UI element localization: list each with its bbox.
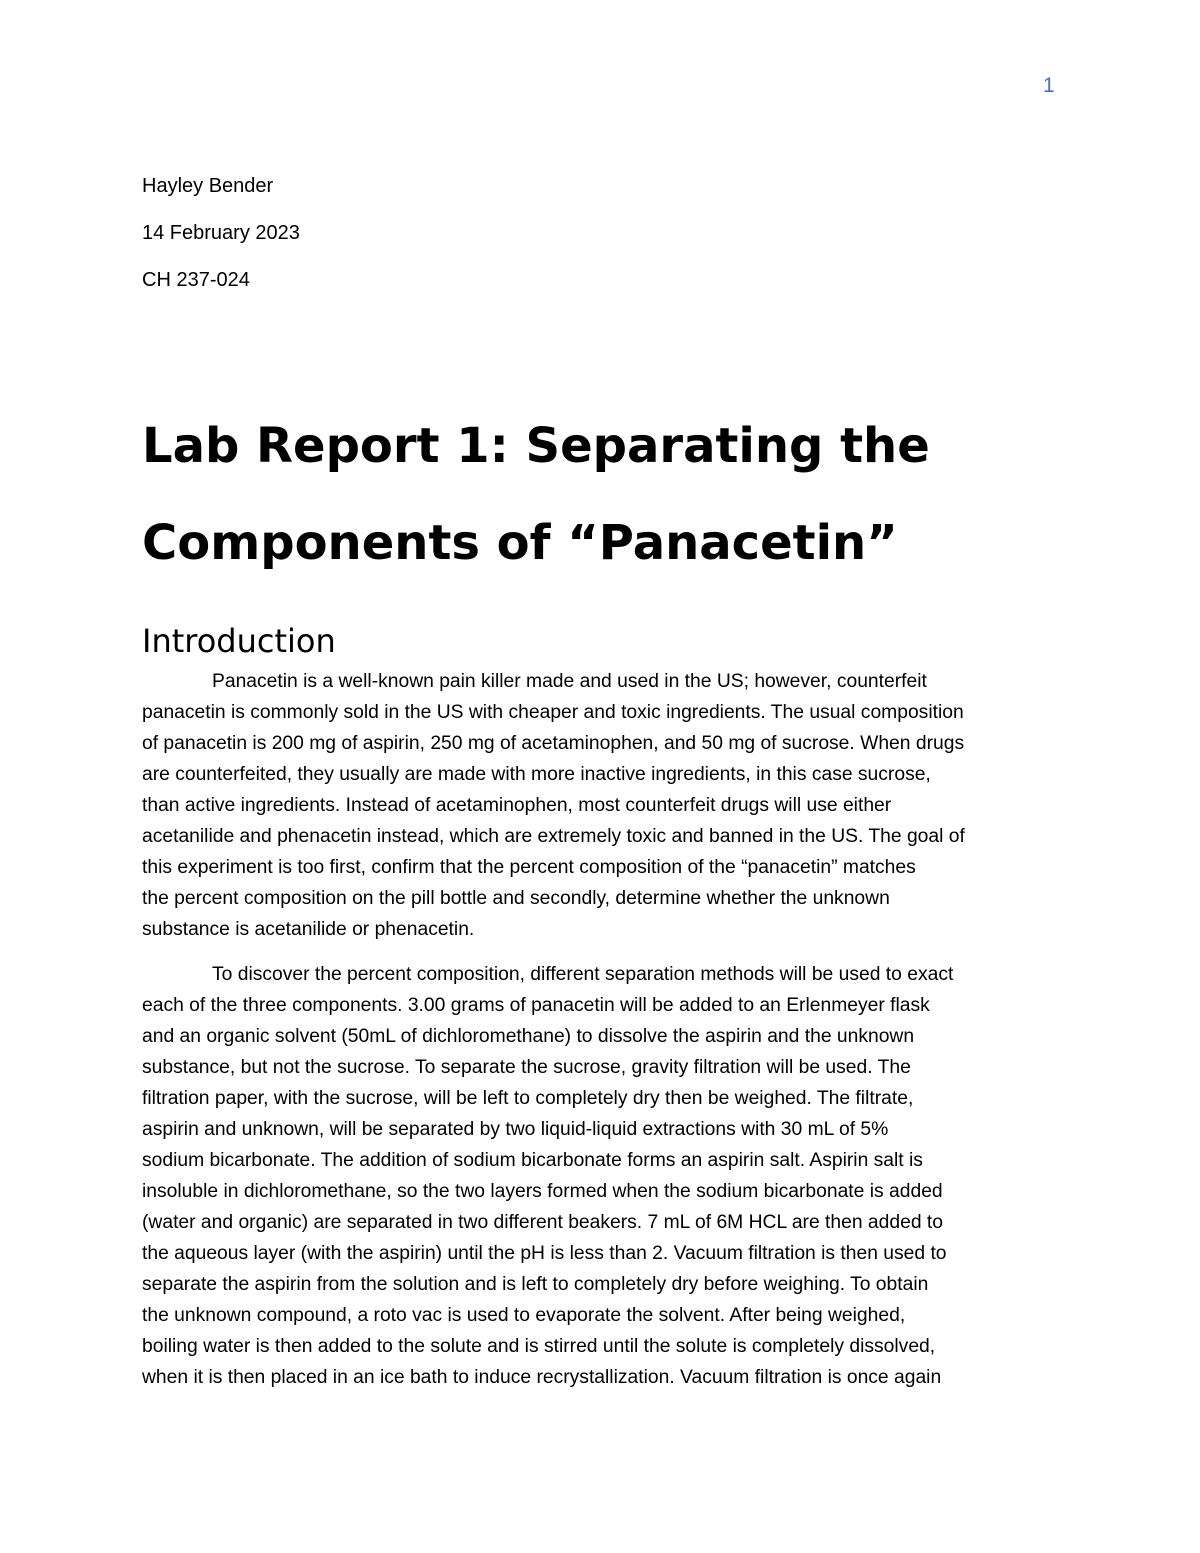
- title-line: Components of “Panacetin”: [142, 515, 898, 571]
- introduction-body: [142, 666, 1062, 1407]
- text-line: are counterfeited, they usually are made with more inactive ingredients, in this case sucrose,: [142, 764, 931, 785]
- text-line: separate the aspirin from the solution and is left to completely dry before weighing. To obtain: [142, 1274, 929, 1295]
- text-line: filtration paper, with the sucrose, will be left to completely dry then be weighed. The filtrate,: [142, 1088, 914, 1109]
- document-title: [142, 398, 1102, 592]
- report-date: 14 February 2023: [142, 222, 300, 244]
- text-line: acetanilide and phenacetin instead, which are extremely toxic and banned in the US. The goal of: [142, 826, 965, 847]
- text-line: the unknown compound, a roto vac is used to evaporate the solvent. After being weighed,: [142, 1305, 906, 1326]
- course-code: CH 237-024: [142, 269, 250, 291]
- title-line: Lab Report 1: Separating the: [142, 418, 930, 474]
- paragraph: [142, 666, 1062, 945]
- text-line: this experiment is too first, confirm that the percent composition of the “panacetin” matches: [142, 857, 916, 878]
- text-line: insoluble in dichloromethane, so the two layers formed when the sodium bicarbonate is added: [142, 1181, 943, 1202]
- section-heading-introduction: Introduction: [142, 622, 336, 660]
- text-line: To discover the percent composition, different separation methods will be used to exact: [212, 964, 954, 985]
- text-line: (water and organic) are separated in two different beakers. 7 mL of 6M HCL are then added to: [142, 1212, 943, 1233]
- page-number: 1: [1043, 74, 1055, 97]
- text-line: substance is acetanilide or phenacetin.: [142, 919, 475, 940]
- text-line: and an organic solvent (50mL of dichloromethane) to dissolve the aspirin and the unknown: [142, 1026, 915, 1047]
- text-line: Panacetin is a well-known pain killer made and used in the US; however, counterfeit: [212, 671, 927, 692]
- text-line: the aqueous layer (with the aspirin) until the pH is less than 2. Vacuum filtration is then used to: [142, 1243, 947, 1264]
- text-line: when it is then placed in an ice bath to induce recrystallization. Vacuum filtration is once again: [142, 1367, 942, 1388]
- paragraph: [142, 959, 1062, 1393]
- text-line: panacetin is commonly sold in the US with cheaper and toxic ingredients. The usual composition: [142, 702, 964, 723]
- author-name: Hayley Bender: [142, 175, 274, 197]
- text-line: aspirin and unknown, will be separated by two liquid-liquid extractions with 30 mL of 5%: [142, 1119, 889, 1140]
- text-line: the percent composition on the pill bottle and secondly, determine whether the unknown: [142, 888, 890, 909]
- header-block: [142, 172, 300, 313]
- text-line: of panacetin is 200 mg of aspirin, 250 mg of acetaminophen, and 50 mg of sucrose. When drugs: [142, 733, 965, 754]
- text-line: boiling water is then added to the solute and is stirred until the solute is completely dissolved,: [142, 1336, 936, 1357]
- text-line: substance, but not the sucrose. To separate the sucrose, gravity filtration will be used. The: [142, 1057, 911, 1078]
- text-line: sodium bicarbonate. The addition of sodium bicarbonate forms an aspirin salt. Aspirin salt is: [142, 1150, 923, 1171]
- text-line: each of the three components. 3.00 grams of panacetin will be added to an Erlenmeyer flask: [142, 995, 930, 1016]
- text-line: than active ingredients. Instead of acetaminophen, most counterfeit drugs will use either: [142, 795, 892, 816]
